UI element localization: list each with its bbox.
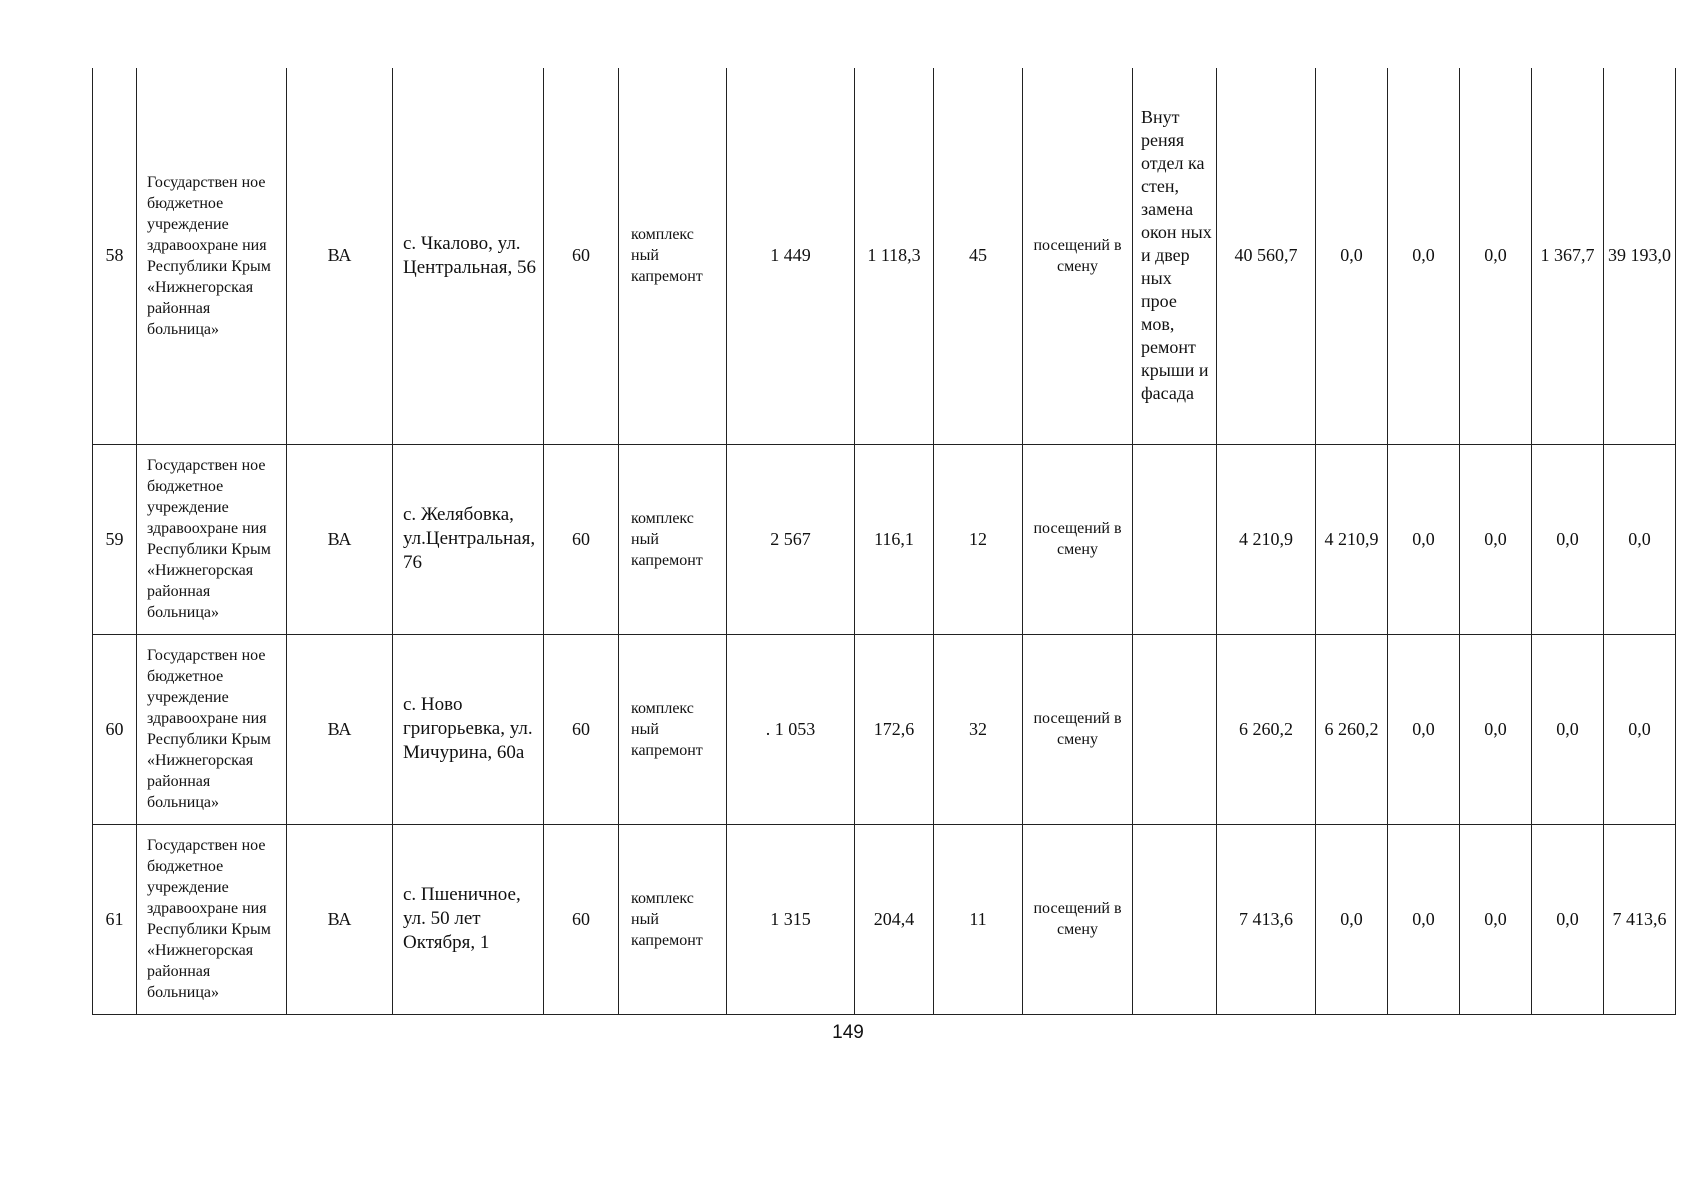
year-2-cost: 0,0 [1388, 824, 1460, 1014]
population: . 1 053 [727, 634, 855, 824]
organization-name: Государствен ное бюджетное учреждение здравоохране ния Республики Крым «Нижнегорская районная больница» [137, 824, 287, 1014]
page-number: 149 [832, 1022, 864, 1043]
table-row [93, 824, 1676, 1014]
organization-name: Государствен ное бюджетное учреждение здравоохране ния Республики Крым «Нижнегорская районная больница» [137, 634, 287, 824]
year-2-cost: 0,0 [1388, 634, 1460, 824]
work-type: комплекс ный капремонт [619, 444, 727, 634]
year-3-cost: 0,0 [1460, 824, 1532, 1014]
total-cost: 7 413,6 [1217, 824, 1316, 1014]
address: с. Пшеничное, ул. 50 лет Октября, 1 [393, 824, 544, 1014]
year-5-cost: 0,0 [1604, 444, 1676, 634]
area: 1 118,3 [855, 68, 934, 444]
works-description [1133, 634, 1217, 824]
year-4-cost: 0,0 [1532, 824, 1604, 1014]
table-row [93, 68, 1676, 444]
year-3-cost: 0,0 [1460, 444, 1532, 634]
year-2-cost: 0,0 [1388, 444, 1460, 634]
population: 1 449 [727, 68, 855, 444]
works-description [1133, 824, 1217, 1014]
population: 1 315 [727, 824, 855, 1014]
construction-works-table [92, 68, 1676, 1015]
category-code: ВА [287, 634, 393, 824]
year-4-cost: 0,0 [1532, 444, 1604, 634]
year-1-cost: 0,0 [1316, 824, 1388, 1014]
year-3-cost: 0,0 [1460, 634, 1532, 824]
unit: посещений в смену [1023, 634, 1133, 824]
table-row [93, 634, 1676, 824]
work-type: комплекс ный капремонт [619, 634, 727, 824]
year-4-cost: 0,0 [1532, 634, 1604, 824]
year-1-cost: 4 210,9 [1316, 444, 1388, 634]
capacity: 60 [544, 68, 619, 444]
work-type: комплекс ный капремонт [619, 68, 727, 444]
capacity: 60 [544, 444, 619, 634]
unit: посещений в смену [1023, 68, 1133, 444]
category-code: ВА [287, 824, 393, 1014]
area: 204,4 [855, 824, 934, 1014]
year-2-cost: 0,0 [1388, 68, 1460, 444]
year-5-cost: 7 413,6 [1604, 824, 1676, 1014]
year-1-cost: 0,0 [1316, 68, 1388, 444]
organization-name: Государствен ное бюджетное учреждение здравоохране ния Республики Крым «Нижнегорская районная больница» [137, 444, 287, 634]
works-description: Внут реняя отдел ка стен, замена окон ных и двер ных прое мов, ремонт крыши и фасада [1133, 68, 1217, 444]
row-number: 59 [93, 444, 137, 634]
category-code: ВА [287, 68, 393, 444]
organization-name: Государствен ное бюджетное учреждение здравоохране ния Республики Крым «Нижнегорская районная больница» [137, 68, 287, 444]
category-code: ВА [287, 444, 393, 634]
work-type: комплекс ный капремонт [619, 824, 727, 1014]
unit: посещений в смену [1023, 824, 1133, 1014]
total-cost: 6 260,2 [1217, 634, 1316, 824]
visits-per-shift: 32 [934, 634, 1023, 824]
address: с. Ново григорьевка, ул. Мичурина, 60а [393, 634, 544, 824]
table-row [93, 444, 1676, 634]
total-cost: 40 560,7 [1217, 68, 1316, 444]
total-cost: 4 210,9 [1217, 444, 1316, 634]
row-number: 60 [93, 634, 137, 824]
address: с. Желябовка, ул.Центральная, 76 [393, 444, 544, 634]
visits-per-shift: 45 [934, 68, 1023, 444]
area: 116,1 [855, 444, 934, 634]
year-5-cost: 0,0 [1604, 634, 1676, 824]
year-1-cost: 6 260,2 [1316, 634, 1388, 824]
row-number: 61 [93, 824, 137, 1014]
row-number: 58 [93, 68, 137, 444]
year-5-cost: 39 193,0 [1604, 68, 1676, 444]
capacity: 60 [544, 634, 619, 824]
population: 2 567 [727, 444, 855, 634]
visits-per-shift: 11 [934, 824, 1023, 1014]
year-4-cost: 1 367,7 [1532, 68, 1604, 444]
unit: посещений в смену [1023, 444, 1133, 634]
capacity: 60 [544, 824, 619, 1014]
visits-per-shift: 12 [934, 444, 1023, 634]
year-3-cost: 0,0 [1460, 68, 1532, 444]
works-description [1133, 444, 1217, 634]
address: с. Чкалово, ул. Центральная, 56 [393, 68, 544, 444]
area: 172,6 [855, 634, 934, 824]
